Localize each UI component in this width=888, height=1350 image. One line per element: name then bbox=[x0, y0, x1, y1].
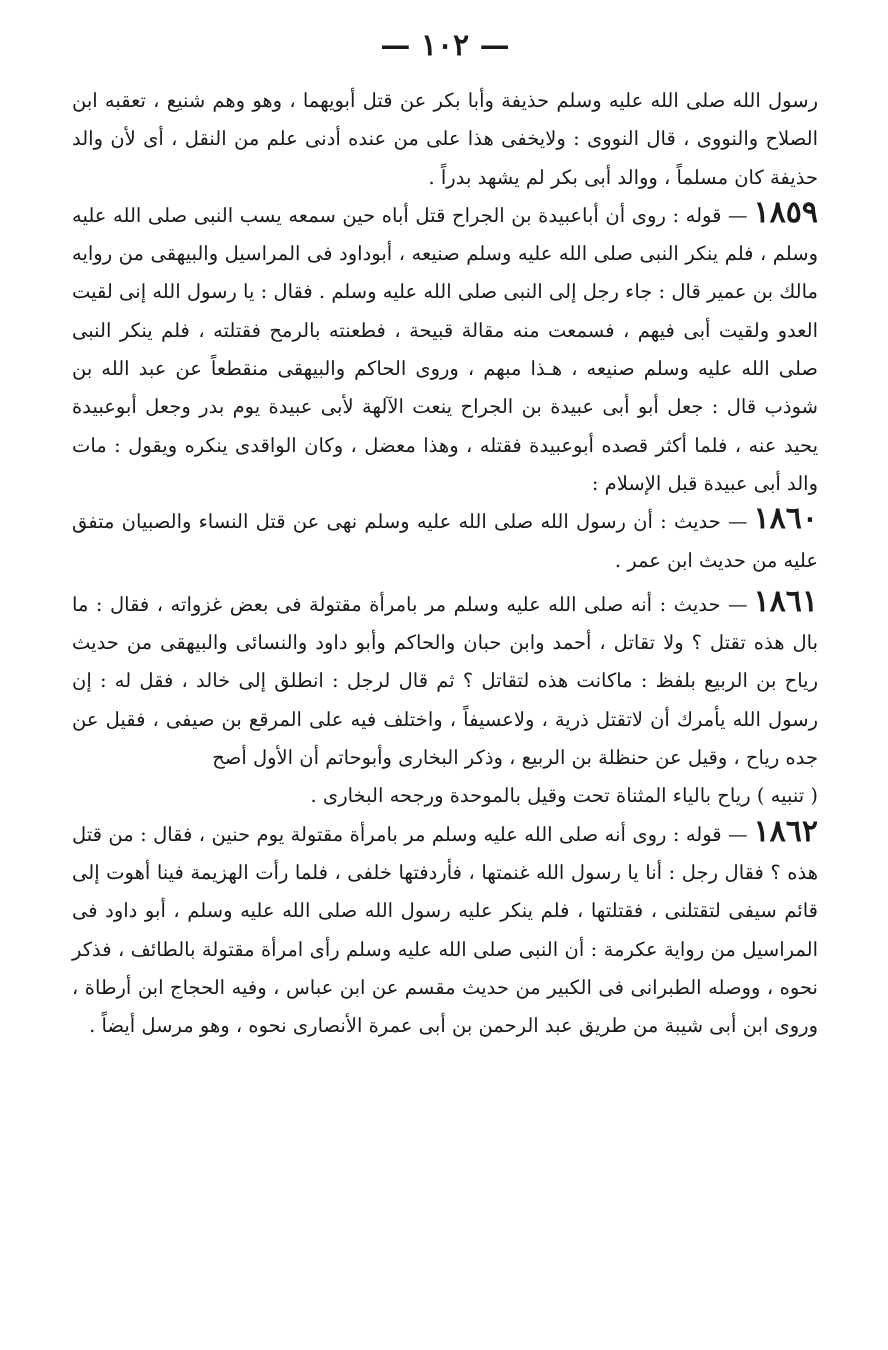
page-number: — ١٠٢ — bbox=[380, 28, 510, 63]
paragraph-1860 bbox=[72, 503, 818, 580]
paragraph-note bbox=[72, 777, 818, 815]
paragraph-text: ( تنبيه ) رياح بالياء المثناة تحت وقيل بالموحدة ورجحه البخارى . bbox=[310, 784, 818, 808]
entry-number: ١٨٦٠ bbox=[753, 501, 818, 537]
paragraph-text: — حديث : أنه صلى الله عليه وسلم مر بامرأة مقتولة فى بعض غزواته ، فقال : ما بال هذه تقتل ؟ ولا تقاتل ، أحمد وابن حبان والحاكم وأبو داود والنسائى والبيهقى من حديث رياح بن الربيع بلفظ : ماكانت هذه لتقاتل ؟ ثم قال لرجل : انطلق إلى خالد ، فقل له : إن رسول الله يأمرك أن لاتقتل ذرية ، ولاعسيفاً ، واختلف فيه على المرقع بن صيفى ، فقيل عن جده رياح ، وقيل عن حنظلة بن الربيع ، وذكر البخارى وأبوحاتم أن الأول أصح bbox=[72, 592, 818, 770]
entry-number: ١٨٥٩ bbox=[753, 194, 818, 230]
entry-number: ١٨٦٢ bbox=[753, 813, 818, 849]
paragraph-continuation bbox=[72, 82, 818, 197]
entry-number: ١٨٦١ bbox=[753, 583, 818, 619]
paragraph-text: — قوله : روى أنه صلى الله عليه وسلم مر بامرأة مقتولة يوم حنين ، فقال : من قتل هذه ؟ فقال رجل : أنا يا رسول الله غنمتها ، فأردفتها خلفى ، فلما رأت الهزيمة فينا أهوت إلى قائم سيفى لتقتلنى ، فقتلتها ، فلم ينكر عليه رسول الله صلى الله عليه وسلم ، أبو داود فى المراسيل من رواية عكرمة : أن النبى صلى الله عليه وسلم رأى امرأة مقتولة بالطائف ، فذكر نحوه ، ووصله الطبرانى فى الكبير من حديث مقسم عن ابن عباس ، وفيه الحجاج ابن أرطاة ، وروى ابن أبى شيبة من طريق عبد الرحمن بن أبى عمرة الأنصارى نحوه ، وهو مرسل أيضاً . bbox=[72, 822, 818, 1038]
paragraph-text: رسول الله صلى الله عليه وسلم حذيفة وأبا بكر عن قتل أبويهما ، وهو وهم شنيع ، تعقبه ابن الصلاح والنووى ، قال النووى : ولايخفى هذا على من عنده أدنى علم من النقل ، أى لأن والد حذيفة كان مسلماً ، ووالد أبى بكر لم يشهد بدراً . bbox=[72, 89, 818, 189]
paragraph-1859 bbox=[72, 194, 818, 503]
paragraph-1862 bbox=[72, 813, 818, 1046]
paragraph-text: — حديث : أن رسول الله صلى الله عليه وسلم نهى عن قتل النساء والصبيان متفق عليه من حديث ابن عمر . bbox=[72, 510, 818, 572]
paragraph-text: — قوله : روى أن أباعبيدة بن الجراح قتل أباه حين سمعه يسب النبى صلى الله عليه وسلم ، فلم ينكر النبى صلى الله عليه وسلم صنيعه ، أبوداود فى المراسيل والبيهقى من روايه مالك بن عمير قال : جاء رجل إلى النبى صلى الله عليه وسلم . فقال : يا رسول الله إنى لقيت العدو ولقيت أبى فيهم ، فسمعت منه مقالة قبيحة ، فطعنته بالرمح فقتلته ، فلم ينكر النبى صلى الله عليه وسلم صنيعه ، هـذا مبهم ، وروى الحاكم والبيهقى منقطعاً عن عبد الله بن شوذب قال : جعل أبو أبى عبيدة بن الجراح ينعت الآلهة لأبى عبيدة يوم بدر وجعل أبوعبيدة يحيد عنه ، فلما أكثر قصده أبوعبيدة فقتله ، وهذا معضل ، وكان الواقدى ينكره ويقول : مات والد أبى عبيدة قبل الإسلام : bbox=[72, 203, 818, 495]
paragraph-1861 bbox=[72, 583, 818, 777]
